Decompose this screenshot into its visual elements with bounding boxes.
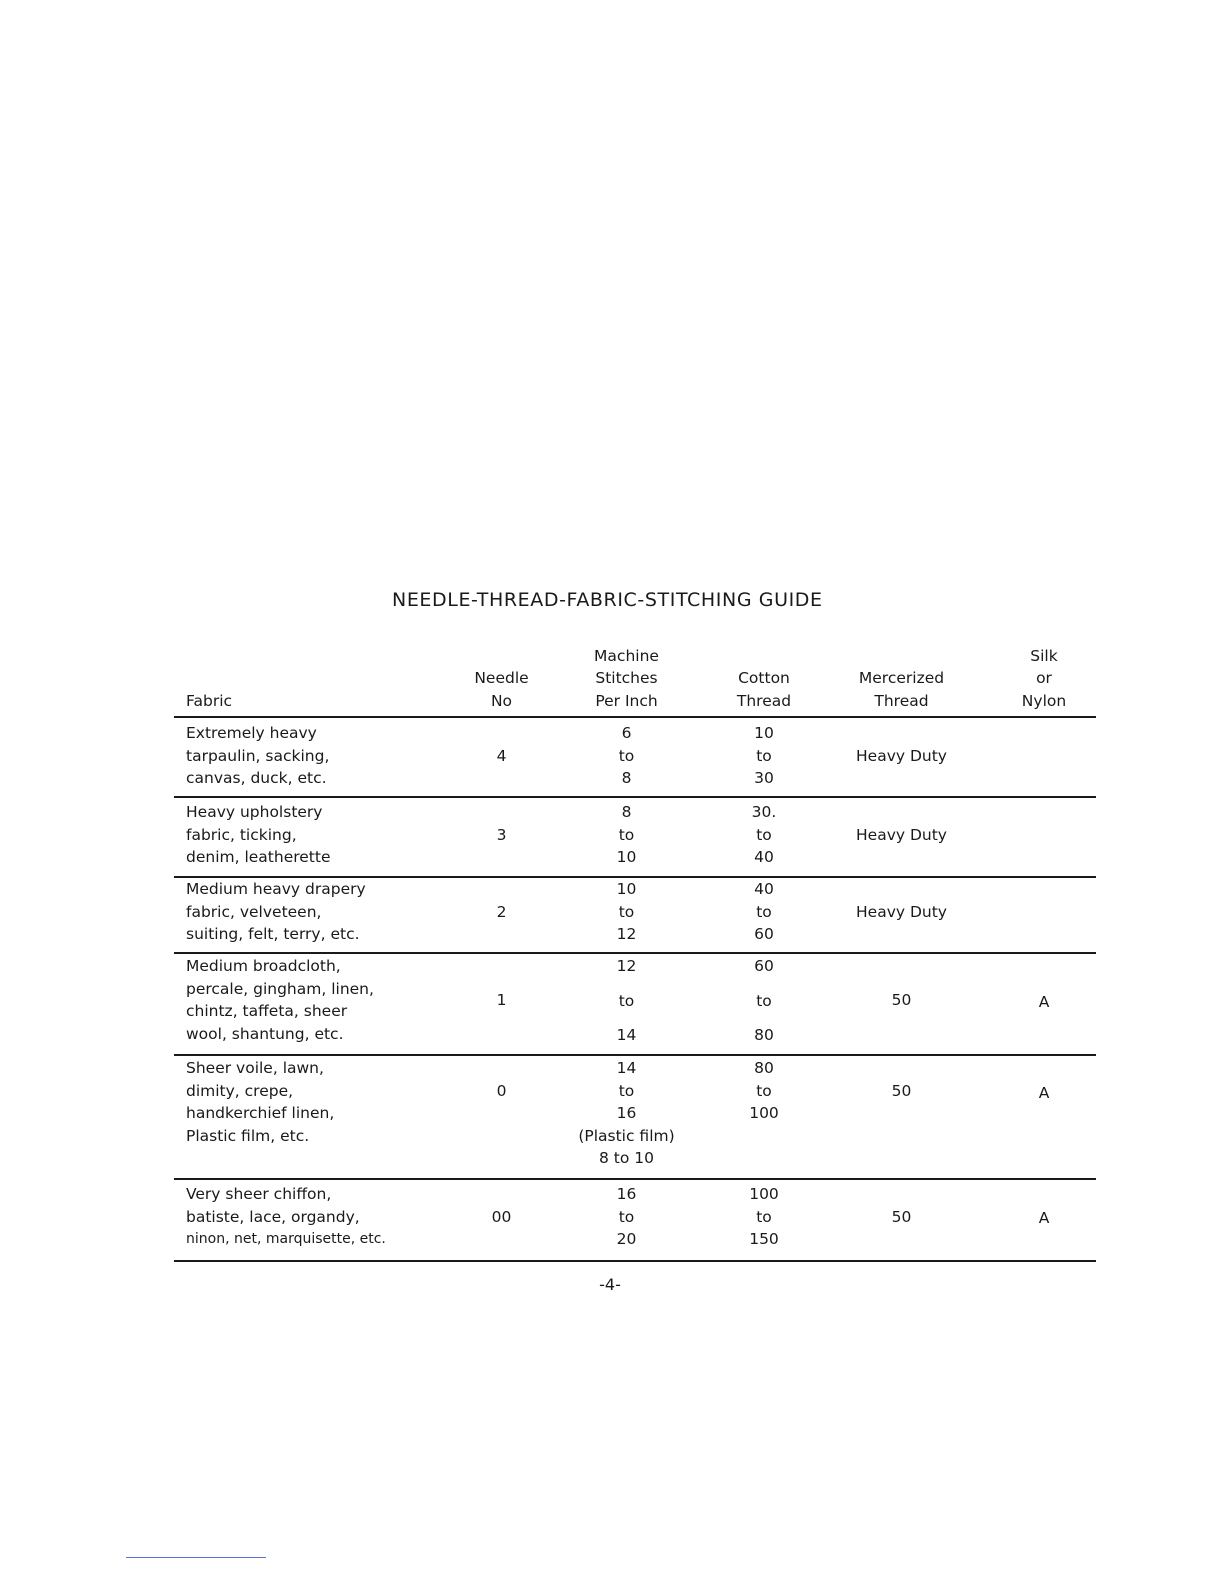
table-row	[174, 798, 1096, 878]
stitches-cell: 16 to 20	[616, 1185, 637, 1248]
fabric-cell: Extremely heavy tarpaulin, sacking, canvas, duck, etc.	[186, 724, 330, 787]
cotton-cell: 30. to 40	[751, 803, 777, 866]
table-row	[174, 1180, 1096, 1262]
header-fabric: Fabric	[186, 691, 233, 710]
needle-cell: 1	[496, 991, 507, 1009]
fabric-cell: Very sheer chiffon, batiste, lace, organdy, ninon, net, marquisette, etc.	[186, 1185, 386, 1247]
page-number: -4-	[599, 1275, 621, 1294]
fabric-cell: Heavy upholstery fabric, ticking, denim, leatherette	[186, 803, 331, 866]
fabric-cell: Medium heavy drapery fabric, velveteen, suiting, felt, terry, etc.	[186, 880, 366, 943]
mercerized-cell: 50	[891, 1208, 912, 1226]
stitches-cell: 14 to 16 (Plastic film) 8 to 10	[578, 1059, 675, 1167]
silk-cell: A	[1038, 1209, 1050, 1227]
mercerized-cell: Heavy Duty	[856, 903, 947, 921]
table-row	[174, 954, 1096, 1056]
silk-cell: A	[1038, 993, 1050, 1011]
table-row	[174, 1056, 1096, 1180]
mercerized-cell: Heavy Duty	[856, 826, 947, 844]
header-cotton: Cotton Thread	[736, 669, 792, 710]
silk-cell: A	[1038, 1084, 1050, 1102]
page-title: NEEDLE-THREAD-FABRIC-STITCHING GUIDE	[392, 589, 823, 611]
footer-rule	[126, 1557, 266, 1558]
needle-cell: 2	[496, 903, 507, 921]
stitches-cell: 10 to 12	[616, 880, 637, 943]
table-row	[174, 878, 1096, 954]
mercerized-cell: 50	[891, 1082, 912, 1100]
stitches-cell: 8 to 10	[616, 803, 637, 866]
header-silk: Silk or Nylon	[1021, 646, 1067, 710]
header-mercerized: Mercerized Thread	[858, 669, 945, 710]
needle-cell: 4	[496, 747, 507, 765]
stitches-cell: 6 to 8	[618, 724, 635, 787]
mercerized-cell: 50	[891, 991, 912, 1009]
header-stitches: Machine Stitches Per Inch	[594, 646, 659, 710]
stitches-cell: 12 to 14	[616, 957, 637, 1044]
needle-cell: 0	[496, 1082, 507, 1100]
cotton-cell: 10 to 30	[754, 724, 774, 787]
mercerized-cell: Heavy Duty	[856, 747, 947, 765]
table-row	[174, 720, 1096, 798]
table-header	[174, 640, 1096, 718]
header-needle: Needle No	[474, 669, 529, 710]
cotton-cell: 60 to 80	[754, 957, 774, 1044]
needle-cell: 3	[496, 826, 507, 844]
cotton-cell: 40 to 60	[754, 880, 774, 943]
fabric-cell: Medium broadcloth, percale, gingham, linen, chintz, taffeta, sheer wool, shantung, etc.	[186, 957, 374, 1043]
cotton-cell: 100 to 150	[749, 1185, 779, 1248]
fabric-cell: Sheer voile, lawn, dimity, crepe, handkerchief linen, Plastic film, etc.	[186, 1059, 335, 1145]
needle-cell: 00	[491, 1208, 512, 1226]
cotton-cell: 80 to 100	[749, 1059, 779, 1122]
